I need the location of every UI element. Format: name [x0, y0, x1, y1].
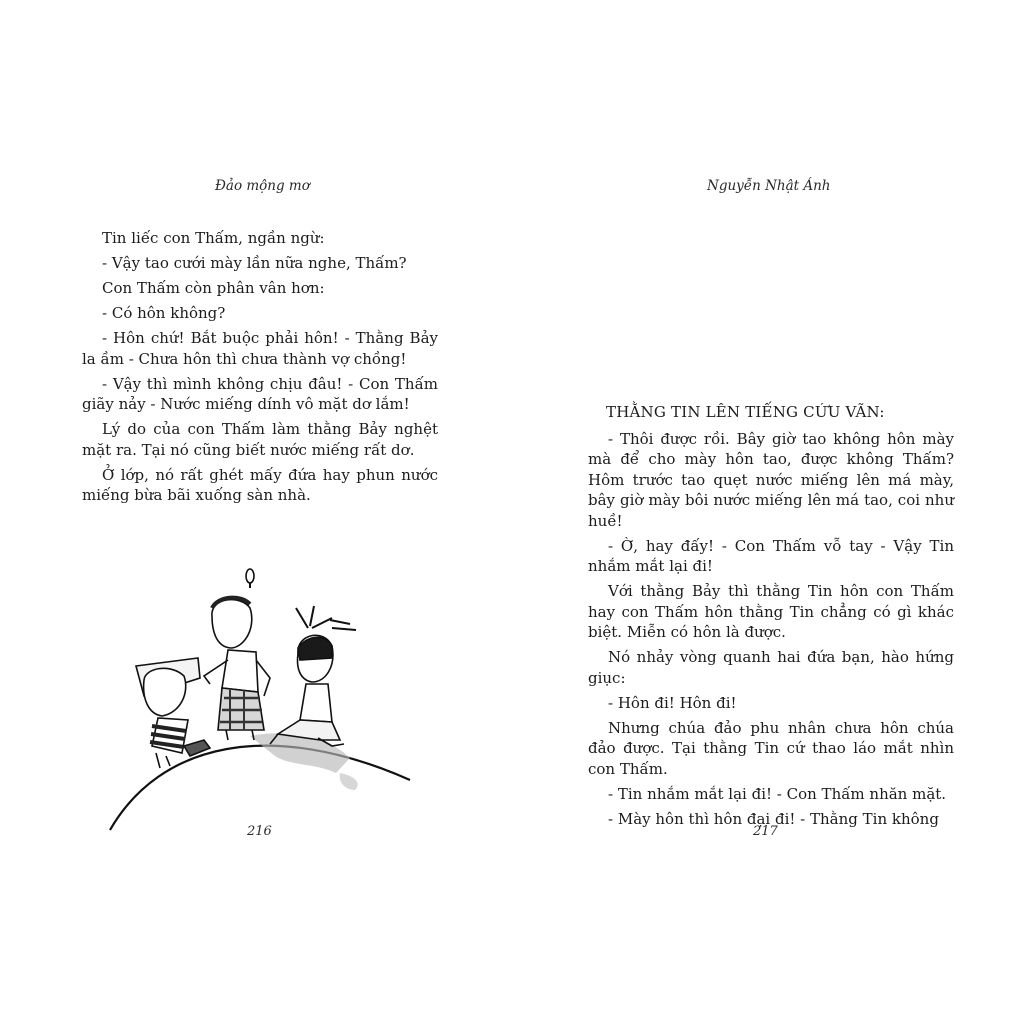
left-paragraph: Ở lớp, nó rất ghét mấy đứa hay phun nước miếng bừa bãi xuống sàn nhà.	[82, 465, 438, 504]
right-page	[512, 0, 1024, 1024]
right-paragraph: Nhưng chúa đảo phu nhân chưa hôn chúa đảo được. Tại thằng Tin cứ thao láo mắt nhìn con Thấm.	[588, 718, 954, 778]
left-paragraph: - Vậy tao cưới mày lần nữa nghe, Thấm?	[102, 254, 407, 272]
right-paragraph: - Hôn đi! Hôn đi!	[608, 693, 737, 712]
left-paragraph: - Vậy thì mình không chịu đâu! - Con Thấm giãy nảy - Nước miếng dính vô mặt dơ lắm!	[82, 374, 438, 413]
left-running-head: Đảo mộng mơ	[215, 178, 310, 194]
right-paragraph: - Thôi được rồi. Bây giờ tao không hôn mày mà để cho mày hôn tao, được không Thấm? Hôm trước tao quẹt nước miếng lên má mày, bây giờ mày bôi nước miếng lên má tao, coi như huề!	[588, 429, 954, 530]
left-paragraph: - Hôn chứ! Bắt buộc phải hôn! - Thằng Bảy la ầm - Chưa hôn thì chưa thành vợ chồng!	[82, 329, 438, 368]
children-on-globe-illustration	[100, 568, 430, 838]
left-body-text	[82, 228, 438, 510]
right-paragraph: Với thằng Bảy thì thằng Tin hôn con Thấm hay con Thấm hôn thằng Tin chẳng có gì khác biệt. Miễn có hôn là được.	[588, 582, 954, 641]
right-paragraph: - Tin nhắm mắt lại đi! - Con Thấm nhăn mặt.	[608, 784, 947, 803]
right-running-head: Nguyễn Nhật Ánh	[707, 178, 831, 194]
left-page-number: 216	[247, 824, 272, 839]
chapter-heading: THẰNG TIN LÊN TIẾNG CỨU VÃN:	[606, 403, 885, 421]
right-paragraph: - Mày hôn thì hôn đại đi! - Thằng Tin không	[608, 809, 939, 828]
left-paragraph: Tin liếc con Thấm, ngần ngừ:	[102, 229, 325, 247]
right-paragraph: Nó nhảy vòng quanh hai đứa bạn, hào hứng giục:	[588, 648, 954, 687]
left-paragraph: Lý do của con Thấm làm thằng Bảy nghệt mặt ra. Tại nó cũng biết nước miếng rất dơ.	[82, 420, 438, 459]
right-page-number: 217	[753, 824, 778, 839]
right-body-text	[588, 402, 954, 834]
left-paragraph: - Có hôn không?	[102, 304, 226, 322]
left-paragraph: Con Thấm còn phân vân hơn:	[102, 279, 325, 297]
right-paragraph: - Ờ, hay đấy! - Con Thấm vỗ tay - Vậy Tin nhắm mắt lại đi!	[588, 536, 954, 575]
